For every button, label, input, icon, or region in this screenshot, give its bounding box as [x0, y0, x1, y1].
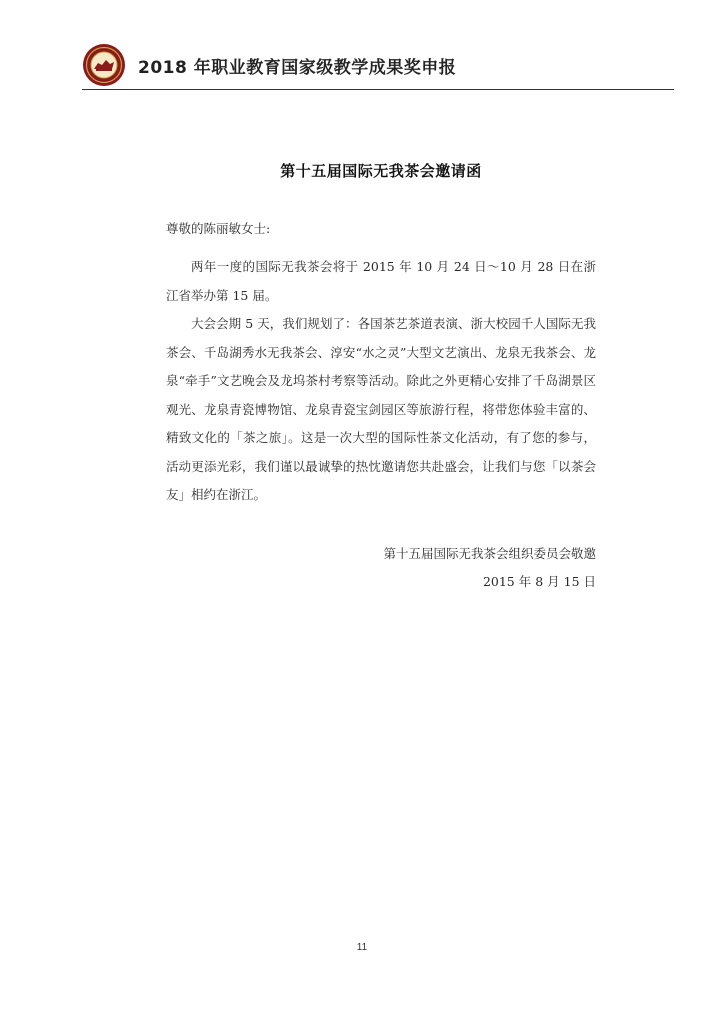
school-seal-icon	[82, 43, 126, 87]
letter-date: 2015 年 8 月 15 日	[482, 573, 596, 589]
letter-paragraph: 大会会期 5 天，我们规划了：各国茶艺茶道表演、浙大校园千人国际无我茶会、千岛湖秀水无我茶会、淳安“水之灵”大型文艺演出、龙泉无我茶会、龙泉“牵手”文艺晚会及龙坞茶村考察等活动。除此之外更精心安排了千岛湖景区观光、龙泉青瓷博物馆、龙泉青瓷宝剑园区等旅游行程，将带您体验丰富的、精致文化的「茶之旅」。这是一次大型的国际性茶文化活动，有了您的参与，活动更添光彩，我们谨以最诚挚的热忱邀请您共赴盛会，让我们与您「以茶会友」相约在浙江。	[166, 316, 596, 502]
header-title: 2018 年职业教育国家级教学成果奖申报	[138, 57, 457, 78]
letter-title: 第十五届国际无我茶会邀请函	[280, 162, 482, 180]
page-number: 11	[356, 942, 368, 953]
page-header	[82, 42, 674, 88]
letter-salutation: 尊敬的陈丽敏女士:	[166, 221, 271, 236]
letter-signature: 第十五届国际无我茶会组织委员会敬邀	[383, 545, 596, 561]
letter-paragraph: 两年一度的国际无我茶会将于 2015 年 10 月 24 日～10 月 28 日在浙江省举办第 15 届。	[166, 259, 596, 303]
invitation-letter	[166, 160, 596, 596]
letter-signature-block	[166, 540, 596, 596]
header-divider	[82, 89, 674, 90]
